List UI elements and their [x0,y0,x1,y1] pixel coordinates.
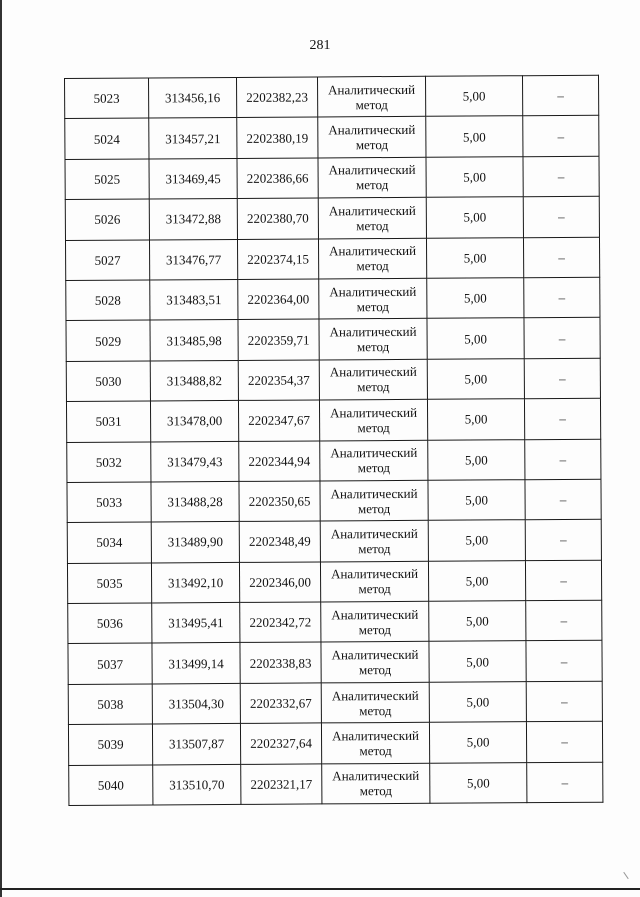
table-row [68,721,602,765]
method-line-1: Аналитический [328,202,416,219]
y-coordinate-cell: 2202338,83 [240,642,321,683]
coordinates-table [64,75,603,806]
point-number-cell: 5026 [65,199,149,240]
x-coordinate-cell: 313504,30 [152,683,240,724]
dash-cell: – [524,398,600,439]
dash-cell: – [523,116,599,157]
dash-cell: – [526,721,602,762]
table-row [67,439,601,483]
method-cell [321,601,429,642]
table-row [67,520,601,564]
x-coordinate-cell: 313485,98 [150,320,238,361]
point-number-cell: 5038 [68,684,152,725]
method-line-2: метод [359,742,392,759]
method-line-2: метод [356,217,389,234]
dash-cell: – [527,762,603,803]
table-row [69,762,603,806]
accuracy-cell: 5,00 [429,601,526,642]
y-coordinate-cell: 2202364,00 [238,279,319,320]
method-cell [320,480,428,521]
y-coordinate-cell: 2202344,94 [239,440,320,481]
accuracy-cell: 5,00 [428,520,525,561]
y-coordinate-cell: 2202327,64 [240,723,321,764]
dash-cell: – [526,600,602,641]
method-line-2: метод [357,460,391,476]
table-row [67,479,601,523]
method-line-2: метод [356,339,390,355]
x-coordinate-cell: 313488,28 [151,481,239,522]
method-cell [318,157,426,198]
x-coordinate-cell: 313476,77 [149,239,237,280]
x-coordinate-cell: 313478,00 [150,401,238,442]
point-number-cell: 5034 [67,522,151,563]
method-cell [319,278,427,319]
table-row [66,318,600,362]
method-line-2: метод [357,419,390,436]
method-line-1: Аналитический [328,121,416,138]
method-cell [319,319,427,360]
table-row [65,237,599,281]
method-cell [318,197,426,238]
dash-cell: – [524,358,600,399]
method-line-1: Аналитический [330,525,418,542]
method-line-1: Аналитический [331,566,419,582]
method-line-1: Аналитический [329,283,417,300]
y-coordinate-cell: 2202382,23 [236,77,317,118]
x-coordinate-cell: 313472,88 [149,199,237,240]
table-row [67,560,601,604]
method-cell [319,399,427,440]
accuracy-cell: 5,00 [427,278,524,319]
dash-cell: – [522,75,598,116]
x-coordinate-cell: 313483,51 [150,279,238,320]
method-line-1: Аналитический [329,323,417,340]
dash-cell: – [525,560,601,601]
point-number-cell: 5035 [67,563,151,604]
method-line-1: Аналитический [330,445,418,461]
table-row [66,358,600,402]
method-cell [318,238,426,279]
y-coordinate-cell: 2202332,67 [240,683,321,724]
table-row [66,398,600,442]
x-coordinate-cell: 313456,16 [149,77,237,118]
y-coordinate-cell: 2202386,66 [237,158,318,199]
method-line-1: Аналитический [328,81,416,98]
dash-cell: – [525,520,601,561]
accuracy-cell: 5,00 [429,722,526,763]
method-line-1: Аналитический [331,727,420,744]
method-line-1: Аналитический [330,485,418,501]
x-coordinate-cell: 313495,41 [152,603,240,644]
method-line-2: метод [359,783,393,799]
accuracy-cell: 5,00 [428,439,525,480]
coordinates-table-body [65,75,603,805]
point-number-cell: 5040 [69,765,153,806]
point-number-cell: 5023 [65,78,149,119]
method-line-2: метод [358,581,391,597]
point-number-cell: 5029 [66,320,150,361]
method-cell [321,642,429,683]
scan-mark [623,872,628,879]
point-number-cell: 5033 [67,482,151,523]
method-line-2: метод [359,702,392,718]
x-coordinate-cell: 313488,82 [150,360,238,401]
x-coordinate-cell: 313457,21 [149,118,237,159]
x-coordinate-cell: 313469,45 [149,158,237,199]
x-coordinate-cell: 313479,43 [151,441,239,482]
method-line-2: метод [355,137,389,153]
table-row [65,116,599,160]
point-number-cell: 5036 [68,603,152,644]
dash-cell: – [524,318,600,359]
dash-cell: – [525,439,601,480]
y-coordinate-cell: 2202350,65 [239,481,320,522]
x-coordinate-cell: 313499,14 [152,643,240,684]
method-line-2: метод [357,379,390,395]
method-cell [320,440,428,481]
scan-left-edge [0,0,2,897]
point-number-cell: 5030 [66,361,150,402]
x-coordinate-cell: 313489,90 [151,522,239,563]
table-row [68,681,602,725]
method-cell [320,561,428,602]
dash-cell: – [523,237,599,278]
y-coordinate-cell: 2202348,49 [239,521,320,562]
table-row [68,600,602,644]
method-line-2: метод [355,96,388,112]
method-line-1: Аналитический [330,404,418,421]
accuracy-cell: 5,00 [425,76,522,117]
method-line-2: метод [356,258,389,274]
y-coordinate-cell: 2202354,37 [238,360,319,401]
table-row [68,641,602,685]
point-number-cell: 5024 [65,118,149,159]
method-line-2: метод [356,298,390,314]
method-line-1: Аналитический [331,647,419,663]
dash-cell: – [525,479,601,520]
point-number-cell: 5025 [65,159,149,200]
y-coordinate-cell: 2202347,67 [238,400,319,441]
method-line-1: Аналитический [328,162,416,178]
method-line-1: Аналитический [329,243,417,259]
point-number-cell: 5032 [67,441,151,482]
dash-cell: – [523,156,599,197]
accuracy-cell: 5,00 [427,318,524,359]
point-number-cell: 5027 [65,240,149,281]
method-line-1: Аналитический [331,606,419,623]
table-row [65,196,599,240]
method-cell [322,763,430,804]
dash-cell: – [526,641,602,682]
point-number-cell: 5031 [66,401,150,442]
accuracy-cell: 5,00 [427,399,524,440]
method-cell [321,723,429,764]
dash-cell: – [523,196,599,237]
method-cell [318,117,426,158]
y-coordinate-cell: 2202342,72 [240,602,321,643]
accuracy-cell: 5,00 [428,560,525,601]
method-line-2: метод [358,621,392,637]
y-coordinate-cell: 2202374,15 [237,239,318,280]
accuracy-cell: 5,00 [429,682,526,723]
accuracy-cell: 5,00 [429,641,526,682]
x-coordinate-cell: 313492,10 [151,562,239,603]
table-row [65,75,599,119]
dash-cell: – [526,681,602,722]
accuracy-cell: 5,00 [426,116,523,157]
x-coordinate-cell: 313507,87 [152,724,240,765]
accuracy-cell: 5,00 [426,156,523,197]
table-row [66,277,600,321]
point-number-cell: 5028 [66,280,150,321]
dash-cell: – [524,277,600,318]
method-line-1: Аналитический [329,364,417,380]
y-coordinate-cell: 2202359,71 [238,319,319,360]
y-coordinate-cell: 2202380,70 [237,198,318,239]
point-number-cell: 5039 [68,724,152,765]
y-coordinate-cell: 2202380,19 [237,117,318,158]
page-number: 281 [309,38,331,53]
method-line-2: метод [358,662,392,678]
method-line-1: Аналитический [331,687,419,703]
method-cell [319,359,427,400]
accuracy-cell: 5,00 [426,197,523,238]
method-cell [317,76,425,117]
method-cell [320,521,428,562]
scan-bottom-edge [0,888,640,890]
accuracy-cell: 5,00 [426,237,523,278]
table-row [65,156,599,200]
accuracy-cell: 5,00 [430,762,527,803]
point-number-cell: 5037 [68,643,152,684]
x-coordinate-cell: 313510,70 [153,764,241,805]
method-cell [321,682,429,723]
method-line-1: Аналитический [332,768,420,784]
y-coordinate-cell: 2202321,17 [241,764,322,805]
y-coordinate-cell: 2202346,00 [239,562,320,603]
method-line-2: метод [358,540,391,557]
accuracy-cell: 5,00 [428,480,525,521]
accuracy-cell: 5,00 [427,358,524,399]
method-line-2: метод [357,500,391,516]
method-line-2: метод [355,177,389,193]
